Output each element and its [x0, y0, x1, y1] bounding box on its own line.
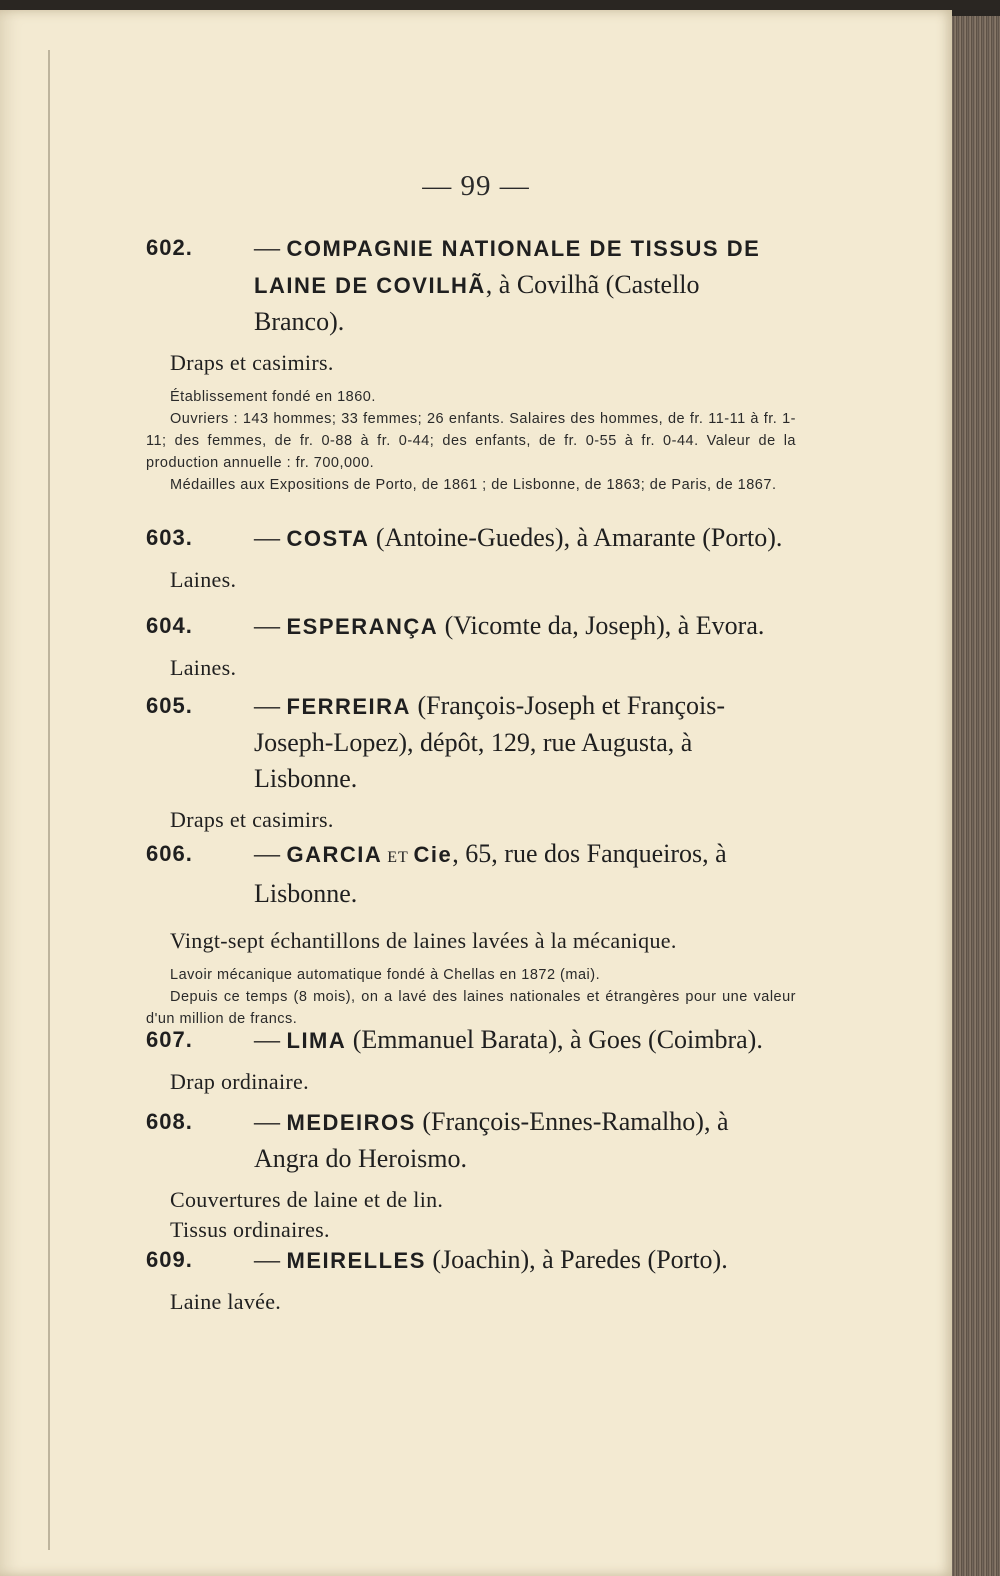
entry-dash: — [254, 523, 287, 552]
exhibitor-name: GARCIA [286, 842, 383, 867]
entry-number: 602. [146, 235, 193, 260]
entry-heading [146, 1104, 796, 1177]
entry-dash: — [254, 611, 287, 640]
exhibitor-name: COSTA [286, 526, 370, 551]
entry-description: Draps et casimirs. [170, 350, 334, 375]
entry-number: 605. [146, 693, 193, 718]
company-abbrev: Cie [413, 842, 453, 867]
entry-dash: — [254, 1025, 287, 1054]
entry-heading [146, 1022, 796, 1059]
exhibitor-name: LIMA [286, 1028, 347, 1053]
entry-dash: — [254, 691, 287, 720]
exhibitor-name: MEDEIROS [286, 1110, 416, 1135]
entry-number: 604. [146, 613, 193, 638]
entry-description: Laines. [170, 655, 237, 680]
note-line: Ouvriers : 143 hommes; 33 femmes; 26 enfants. Salaires des hommes, de fr. 11-11 à fr. 1-11; des femmes, de fr. 0-88 à fr. 0-44; des enfants, de fr. 0-55 à fr. 0-44. Valeur de la production annuelle : fr. 700,000. [146, 411, 796, 471]
exhibitor-details: (François-Joseph et François-Joseph-Lopez), dépôt, 129, rue Augusta, à Lisbonne. [254, 691, 726, 793]
entry-heading [146, 608, 796, 645]
entry-heading [146, 520, 796, 557]
entry-number: 603. [146, 525, 193, 550]
et-conjunction: ET [382, 849, 414, 866]
entry-notes [146, 964, 796, 1030]
exhibitor-details: , à Covilhã (Castello Branco). [254, 270, 700, 336]
entry-description: Drap ordinaire. [170, 1069, 309, 1094]
entry-607 [146, 1022, 796, 1095]
page-fold [48, 50, 50, 1550]
exhibitor-name: COMPAGNIE NATIONALE DE TISSUS DE LAINE DE COVILHÃ [254, 236, 761, 298]
exhibitor-details: (Vicomte da, Joseph), à Evora. [438, 611, 765, 640]
entry-dash: — [254, 1245, 287, 1274]
entry-606 [146, 836, 796, 1030]
entry-604 [146, 608, 796, 681]
note-line: Établissement fondé en 1860. [170, 389, 376, 405]
exhibitor-details: (Antoine-Guedes), à Amarante (Porto). [369, 523, 783, 552]
entry-number: 608. [146, 1109, 193, 1134]
exhibitor-details: (Emmanuel Barata), à Goes (Coimbra). [346, 1025, 763, 1054]
page-number: — 99 — [422, 170, 530, 202]
entry-609 [146, 1242, 796, 1315]
entry-608 [146, 1104, 796, 1243]
entry-number: 607. [146, 1027, 193, 1052]
entry-description: Laines. [170, 567, 237, 592]
entry-dash: — [254, 1107, 287, 1136]
entry-notes [146, 386, 796, 496]
entry-number: 609. [146, 1247, 193, 1272]
entry-description: Couvertures de laine et de lin. [170, 1187, 444, 1212]
entry-dash: — [254, 839, 287, 868]
entry-number: 606. [146, 841, 193, 866]
exhibitor-details: , 65, rue dos Fanqueiros, à Lisbonne. [254, 839, 727, 908]
entry-603 [146, 520, 796, 593]
entry-heading [146, 836, 796, 912]
exhibitor-details: (François-Ennes-Ramalho), à Angra do Heroismo. [254, 1107, 729, 1173]
entry-605 [146, 688, 796, 833]
note-line: Lavoir mécanique automatique fondé à Chellas en 1872 (mai). [170, 967, 601, 983]
note-line: Médailles aux Expositions de Porto, de 1861 ; de Lisbonne, de 1863; de Paris, de 1867. [170, 477, 777, 493]
entry-heading [146, 1242, 796, 1279]
book-page-edges [952, 16, 1000, 1576]
entry-heading [146, 688, 796, 797]
exhibitor-details: (Joachin), à Paredes (Porto). [425, 1245, 728, 1274]
book-page [0, 10, 952, 1576]
entry-description: Vingt-sept échantillons de laines lavées à la mécanique. [170, 928, 677, 953]
entry-description: Laine lavée. [170, 1289, 282, 1314]
entry-heading [146, 230, 796, 340]
exhibitor-name: MEIRELLES [286, 1248, 426, 1273]
entry-dash: — [254, 233, 287, 262]
note-line: Depuis ce temps (8 mois), on a lavé des laines nationales et étrangères pour une valeur d'un million de francs. [146, 989, 796, 1027]
entry-602 [146, 230, 796, 496]
entry-description: Draps et casimirs. [170, 807, 334, 832]
exhibitor-name: ESPERANÇA [286, 614, 439, 639]
entry-description: Tissus ordinaires. [170, 1217, 330, 1242]
exhibitor-name: FERREIRA [286, 694, 411, 719]
